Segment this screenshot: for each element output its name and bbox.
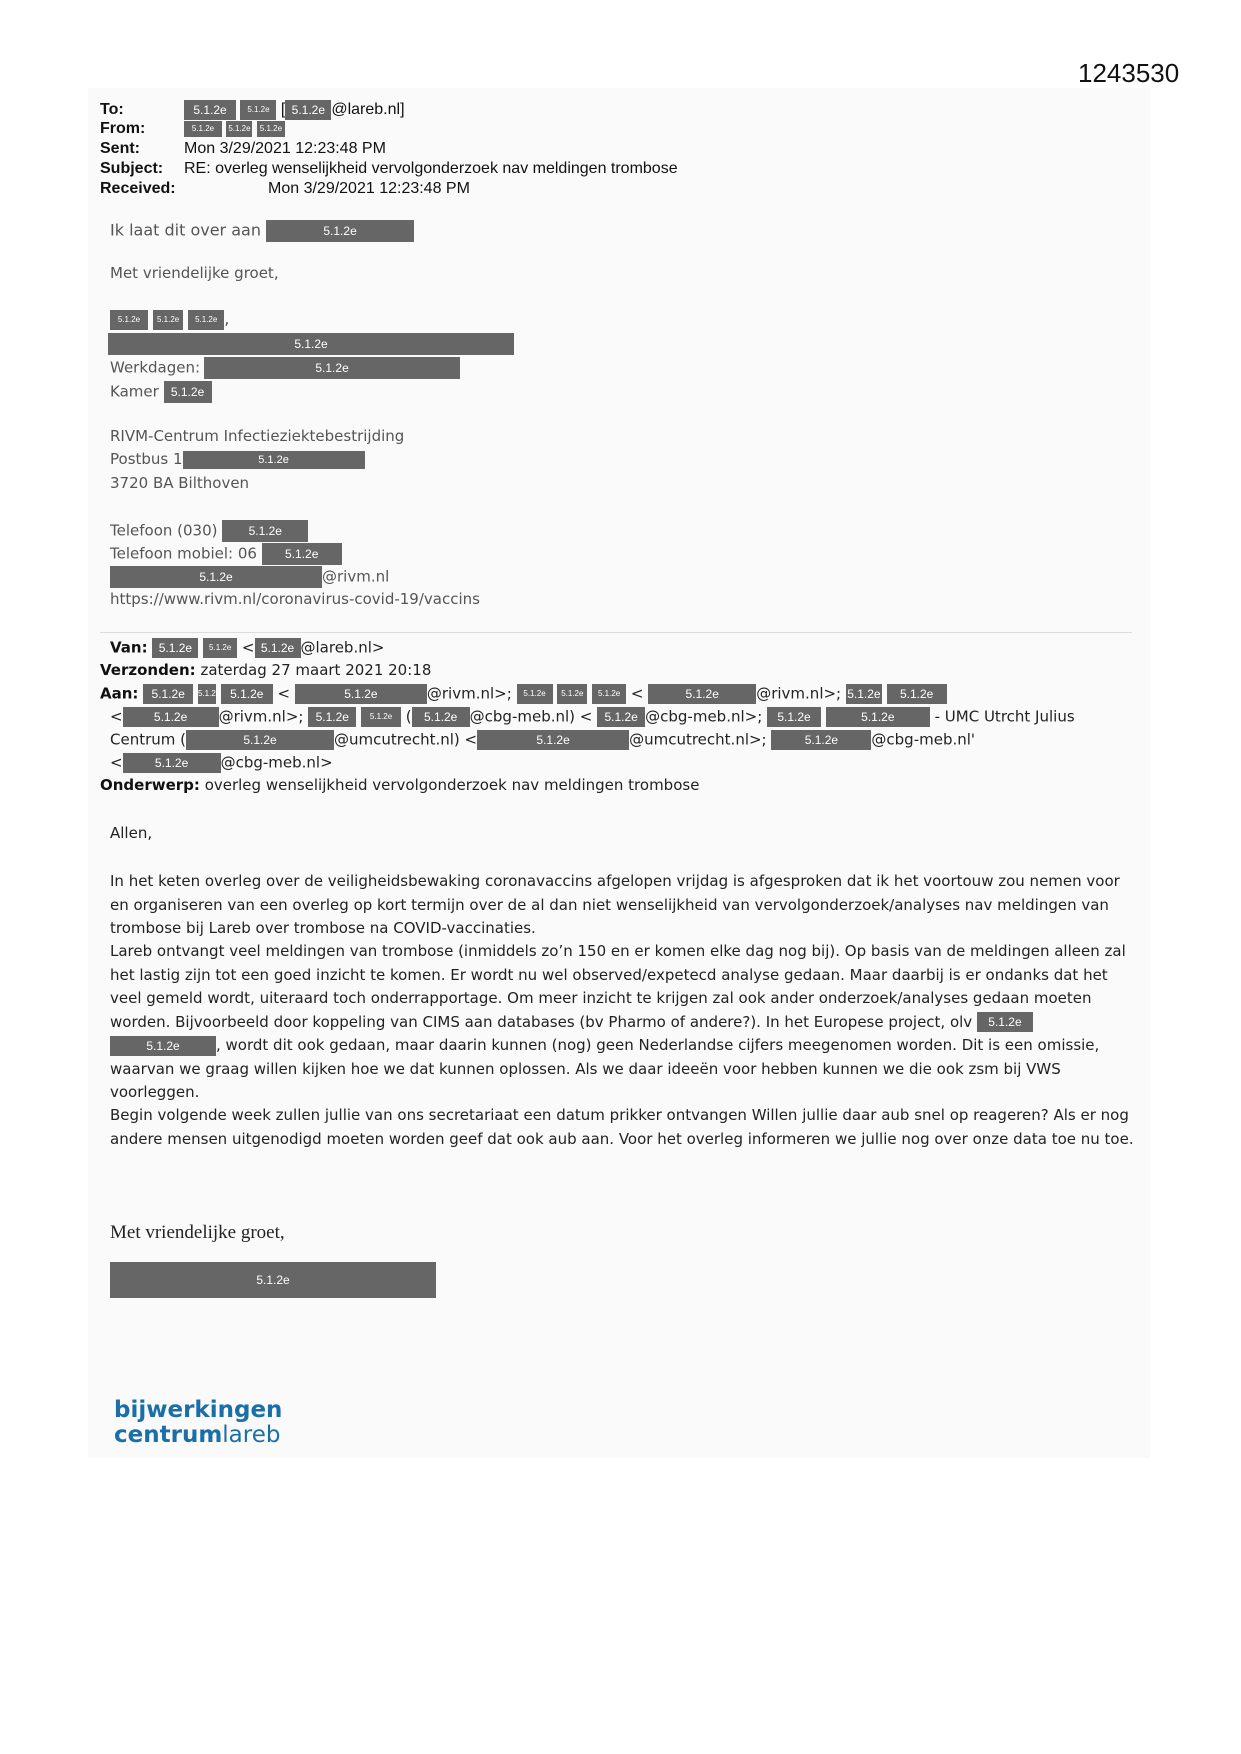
redaction: 5.1.2e xyxy=(262,543,342,565)
redaction: 5.1.2e xyxy=(183,451,365,469)
redaction: 5.1.2e xyxy=(110,566,322,588)
redaction: 5.1.2e xyxy=(203,638,237,658)
redaction: 5.1.2e xyxy=(361,707,401,727)
body-paragraph-1: In het keten overleg over de veiligheidsbewaking coronavaccins afgelopen vrijdag is afgesproken dat ik het voortouw zou nemen voor en organiseren van een overleg op kort termijn over de al dan niet wenselijkheid van vervolgonderzoek/analyses nav meldingen van trombose bij Lareb over trombose na COVID-vaccinaties. xyxy=(110,872,1120,937)
redaction: 5.1.2e xyxy=(977,1012,1033,1032)
reply-intro: Ik laat dit over aan 5.1.2e xyxy=(110,220,414,242)
verzonden-line: Verzonden: zaterdag 27 maart 2021 20:18 xyxy=(100,661,432,679)
redaction: 5.1.2e xyxy=(412,707,470,727)
aan-line-2: < 5.1.2e @rivm.nl>; 5.1.2e 5.1.2e ( 5.1.2e @cbg-meb.nl) < 5.1.2e @cbg-meb.nl>; 5.1.2e 5.1.2e - UMC Utrcht Julius xyxy=(110,707,1075,726)
redaction: 5.1.2e xyxy=(153,310,183,330)
redaction: 5.1.2e xyxy=(597,707,645,727)
redaction: 5.1.2e xyxy=(771,730,871,750)
redaction: 5.1.2e xyxy=(152,638,198,658)
signature-title xyxy=(108,333,514,355)
redaction: 5.1.2e xyxy=(257,121,285,137)
subject-line: Subject: RE: overleg wenselijkheid vervolgonderzoek nav meldingen trombose xyxy=(100,160,678,177)
redaction: 5.1.2e xyxy=(110,1036,216,1056)
separator xyxy=(100,632,1132,633)
redaction: 5.1.2e xyxy=(295,684,427,704)
redaction: 5.1.2e xyxy=(123,753,221,773)
redaction: 5.1.2e xyxy=(110,1262,436,1298)
redaction: 5.1.2e xyxy=(198,684,216,704)
to-line: To: 5.1.2e 5.1.2e [ 5.1.2e @lareb.nl] xyxy=(100,101,405,119)
redaction: 5.1.2e xyxy=(188,310,224,330)
email-line: 5.1.2e @rivm.nl xyxy=(110,566,389,588)
closing-signature xyxy=(110,1262,436,1298)
email-printout-background xyxy=(88,88,1150,1458)
redaction: 5.1.2e xyxy=(143,684,193,704)
redaction: 5.1.2e xyxy=(222,520,308,542)
redaction: 5.1.2e xyxy=(184,121,222,137)
redaction: 5.1.2e xyxy=(255,638,301,658)
redaction: 5.1.2e xyxy=(226,121,252,137)
redaction: 5.1.2e xyxy=(557,684,587,704)
redaction: 5.1.2e xyxy=(592,684,626,704)
redaction: 5.1.2e xyxy=(123,707,219,727)
body-paragraph-2: Lareb ontvangt veel meldingen van trombose (inmiddels zo’n 150 en er komen elke dag nog bij). Op basis van de meldingen alleen zal het lastig zijn tot een goed inzicht te komen. Er wordt nu wel observed/expetecd analyse gedaan. Maar daarbij is er ondanks dat het veel gemeld wordt, uiteraard toch onderrapportage. Om meer inzicht te krijgen zal ook ander onderzoek/analyses gedaan moeten worden. Bijvoorbeeld door koppeling van CIMS aan databases (bv Pharmo of andere?). In het Europese project, olv 5.1.2e 5.1.2e , wordt dit ook gedaan, maar daarin kunnen (nog) geen Nederlandse cijfers meegenomen worden. Dit is een omissie, waarvan we graag willen kijken hoe we dat kunnen oplossen. Als we daar ideeën voor hebben kunnen we die ook zsm bij VWS voorleggen. xyxy=(110,942,1126,1101)
redaction: 5.1.2e xyxy=(108,333,514,355)
redaction: 5.1.2e xyxy=(477,730,629,750)
sent-line: Sent: Mon 3/29/2021 12:23:48 PM xyxy=(100,140,386,157)
salutation: Allen, xyxy=(110,824,153,842)
redaction: 5.1.2e xyxy=(240,100,276,120)
lareb-logo: bijwerkingen centrumlareb xyxy=(114,1397,283,1448)
redaction: 5.1.2e xyxy=(887,684,947,704)
signature-name: 5.1.2e 5.1.2e 5.1.2e , xyxy=(110,309,229,330)
onderwerp-line: Onderwerp: overleg wenselijkheid vervolgonderzoek nav meldingen trombose xyxy=(100,776,700,794)
redaction: 5.1.2e xyxy=(648,684,756,704)
po-box-line: Postbus 1 5.1.2e xyxy=(110,450,365,469)
rivm-url: https://www.rivm.nl/coronavirus-covid-19/vaccins xyxy=(110,590,480,608)
redaction: 5.1.2e xyxy=(186,730,334,750)
redaction: 5.1.2e xyxy=(164,381,212,403)
aan-line-1: Aan: 5.1.2e 5.1.2e 5.1.2e < 5.1.2e @rivm.nl>; 5.1.2e 5.1.2e 5.1.2e < 5.1.2e @rivm.nl>; 5.1.2e 5.1.2e xyxy=(100,684,947,704)
redaction: 5.1.2e xyxy=(846,684,882,704)
redaction: 5.1.2e xyxy=(184,100,236,120)
org-name: RIVM-Centrum Infectieziektebestrijding xyxy=(110,427,405,445)
redaction: 5.1.2e xyxy=(517,684,553,704)
redaction: 5.1.2e xyxy=(204,357,460,379)
phone-line: Telefoon (030) 5.1.2e xyxy=(110,520,308,542)
redaction: 5.1.2e xyxy=(285,100,331,120)
mobile-line: Telefoon mobiel: 06 5.1.2e xyxy=(110,543,342,565)
received-line: Received: Mon 3/29/2021 12:23:48 PM xyxy=(100,180,470,197)
redaction: 5.1.2e xyxy=(767,707,821,727)
aan-line-4: < 5.1.2e @cbg-meb.nl> xyxy=(110,753,333,772)
body-paragraph-3: Begin volgende week zullen jullie van ons secretariaat een datum prikker ontvangen Willen jullie daar aub snel op reageren? Als er nog andere mensen uitgenodigd moeten worden geef dat ook aub aan. Voor het overleg informeren we jullie nog over onze data toe nu toe. xyxy=(110,1106,1134,1148)
aan-line-3: Centrum ( 5.1.2e @umcutrecht.nl) < 5.1.2e @umcutrecht.nl>; 5.1.2e @cbg-meb.nl' xyxy=(110,730,976,749)
redaction: 5.1.2e xyxy=(308,707,356,727)
redaction: 5.1.2e xyxy=(266,220,414,242)
workdays-line: Werkdagen: 5.1.2e xyxy=(110,357,460,379)
document-number: 1243530 xyxy=(1078,58,1180,88)
redaction: 5.1.2e xyxy=(826,707,930,727)
from-line: From: 5.1.2e 5.1.2e 5.1.2e xyxy=(100,120,285,138)
city-line: 3720 BA Bilthoven xyxy=(110,474,250,492)
redaction: 5.1.2e xyxy=(110,310,148,330)
room-line: Kamer 5.1.2e xyxy=(110,381,212,403)
van-line: Van: 5.1.2e 5.1.2e < 5.1.2e @lareb.nl> xyxy=(110,638,385,657)
reply-greeting: Met vriendelijke groet, xyxy=(110,264,279,282)
closing-greeting: Met vriendelijke groet, xyxy=(110,1222,285,1243)
redaction: 5.1.2e xyxy=(221,684,273,704)
